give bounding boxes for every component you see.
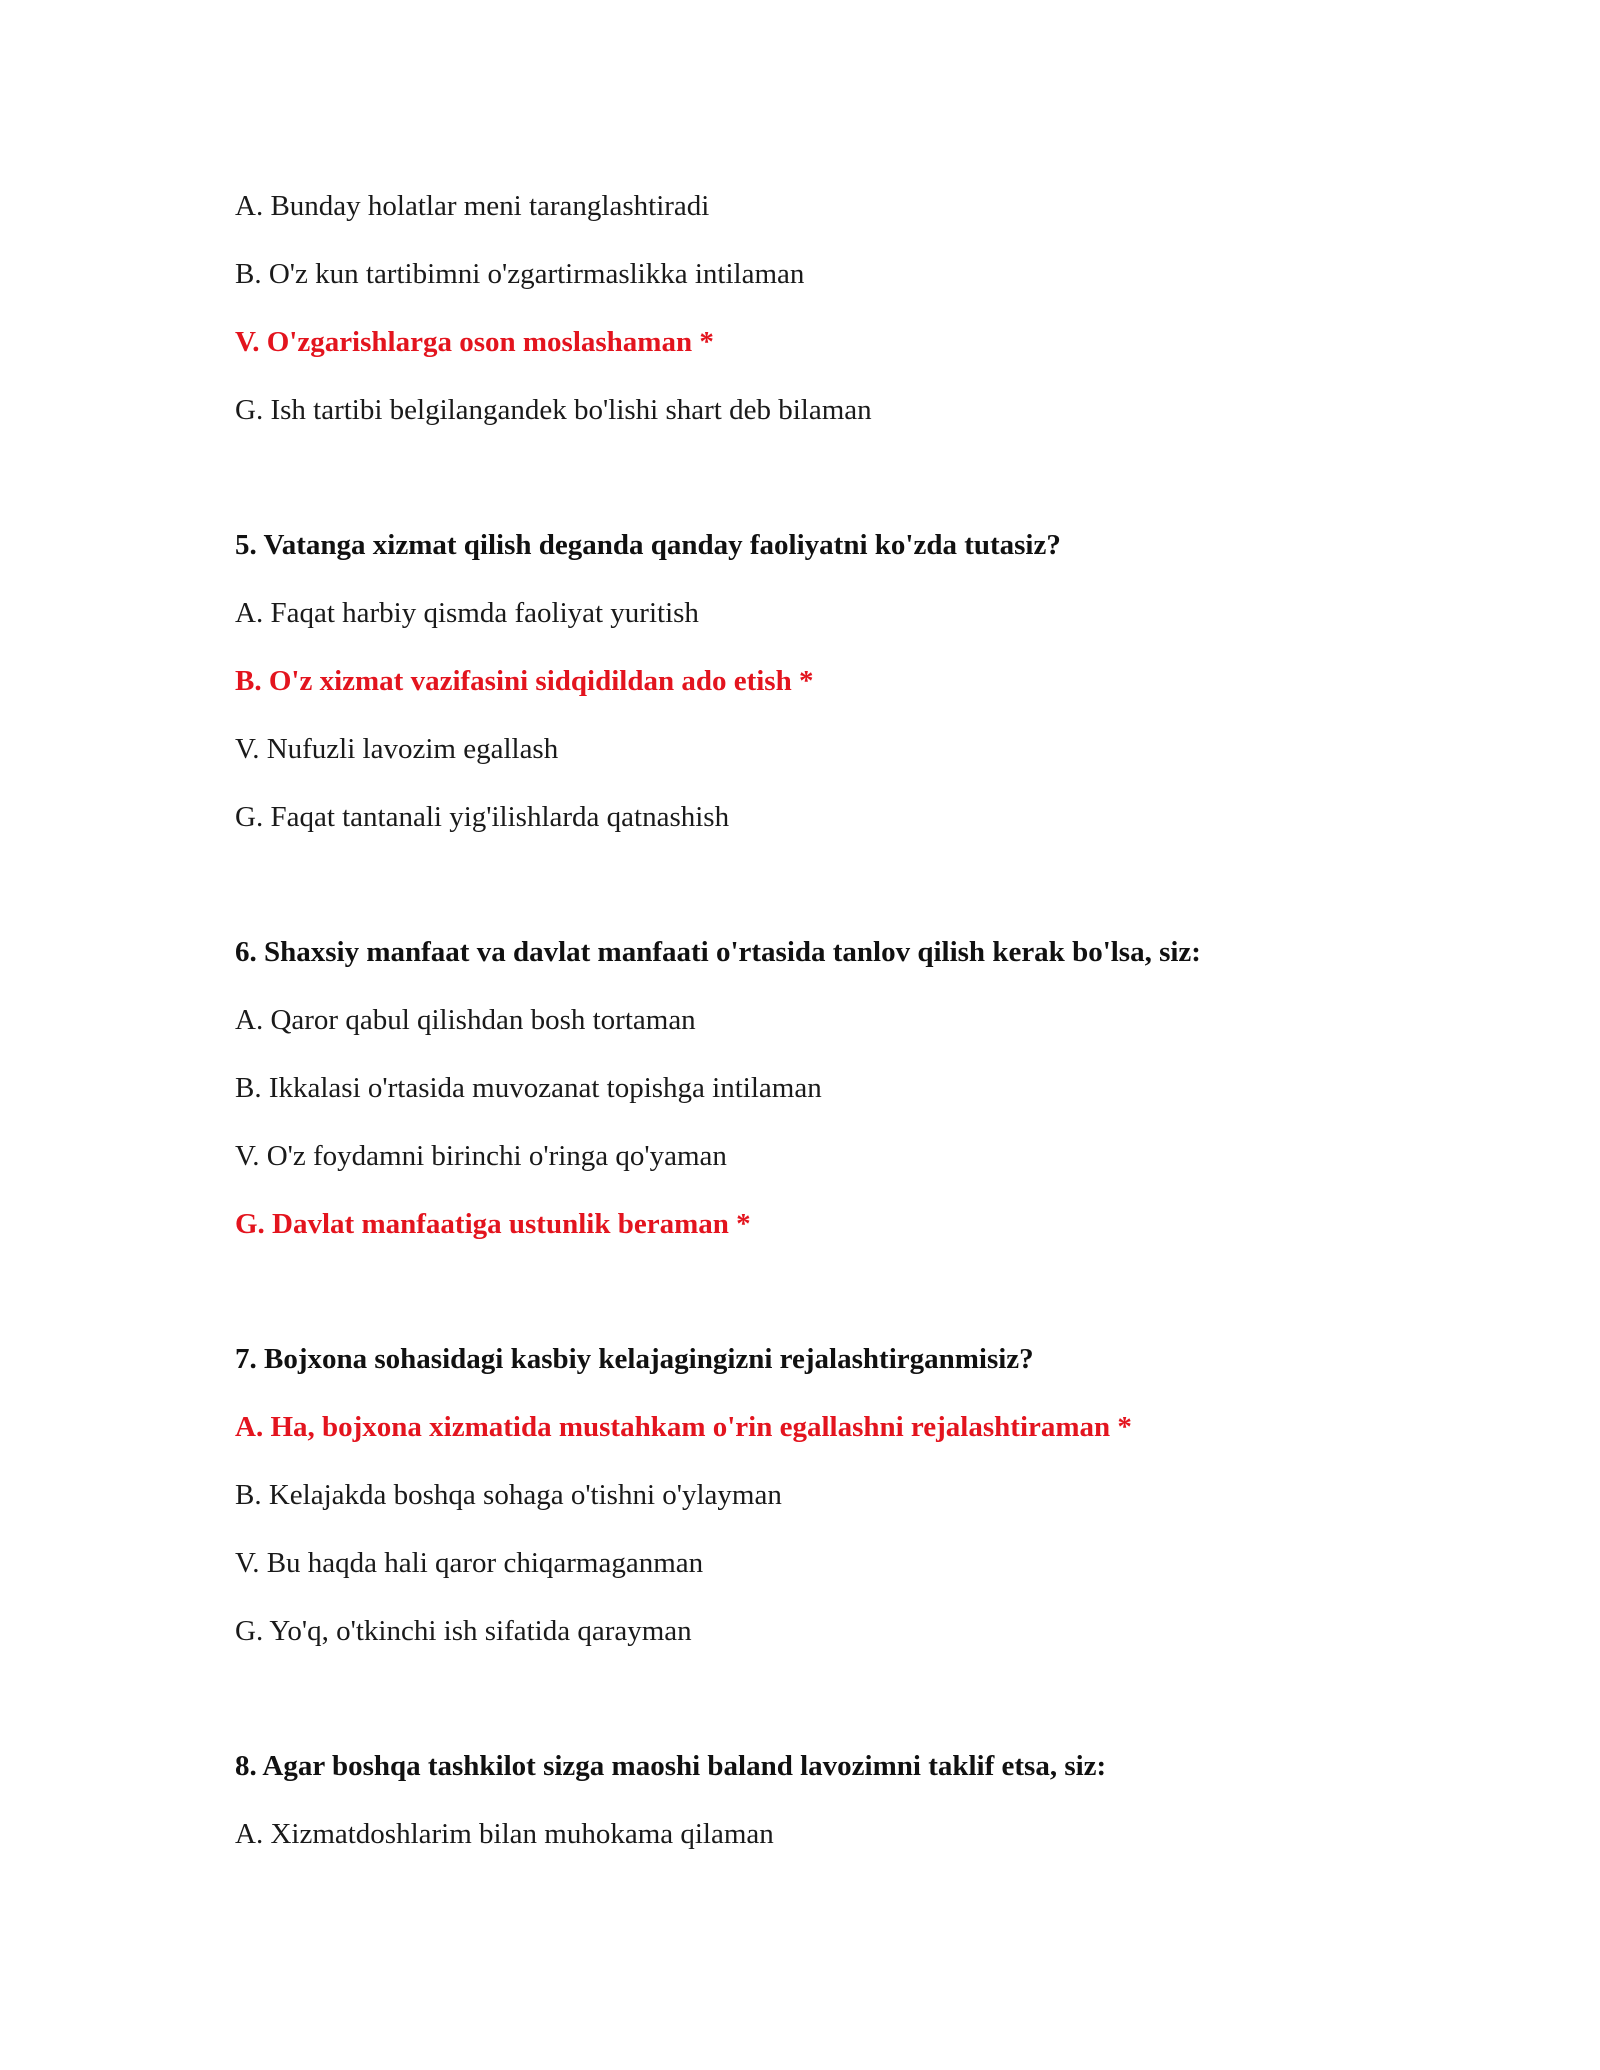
- correct-answer-option: V. O'zgarishlarga oson moslashaman *: [235, 326, 714, 358]
- answer-option: B. O'z kun tartibimni o'zgartirmaslikka intilaman: [235, 258, 805, 290]
- question-title: 7. Bojxona sohasidagi kasbiy kelajagingizni rejalashtirganmisiz?: [235, 1343, 1034, 1375]
- answer-option: A. Faqat harbiy qismda faoliyat yuritish: [235, 597, 699, 629]
- question-title: 8. Agar boshqa tashkilot sizga maoshi baland lavozimni taklif etsa, siz:: [235, 1750, 1107, 1782]
- answer-option: B. Ikkalasi o'rtasida muvozanat topishga intilaman: [235, 1072, 822, 1104]
- answer-option: V. O'z foydamni birinchi o'ringa qo'yaman: [235, 1140, 727, 1172]
- correct-answer-option: G. Davlat manfaatiga ustunlik beraman *: [235, 1208, 751, 1240]
- answer-option: B. Kelajakda boshqa sohaga o'tishni o'ylayman: [235, 1479, 782, 1511]
- answer-option: A. Bunday holatlar meni taranglashtiradi: [235, 190, 710, 222]
- question-title: 5. Vatanga xizmat qilish deganda qanday faoliyatni ko'zda tutasiz?: [235, 529, 1061, 561]
- answer-option: G. Ish tartibi belgilangandek bo'lishi shart deb bilaman: [235, 394, 872, 426]
- correct-answer-option: A. Ha, bojxona xizmatida mustahkam o'rin egallashni rejalashtiraman *: [235, 1411, 1132, 1443]
- correct-answer-option: B. O'z xizmat vazifasini sidqidildan ado etish *: [235, 665, 814, 697]
- answer-option: V. Bu haqda hali qaror chiqarmaganman: [235, 1547, 704, 1579]
- answer-option: A. Qaror qabul qilishdan bosh tortaman: [235, 1004, 696, 1036]
- question-title: 6. Shaxsiy manfaat va davlat manfaati o'rtasida tanlov qilish kerak bo'lsa, siz:: [235, 936, 1201, 968]
- answer-option: G. Faqat tantanali yig'ilishlarda qatnashish: [235, 801, 730, 833]
- answer-option: A. Xizmatdoshlarim bilan muhokama qilaman: [235, 1818, 774, 1850]
- answer-option: G. Yo'q, o'tkinchi ish sifatida qarayman: [235, 1615, 692, 1647]
- answer-option: V. Nufuzli lavozim egallash: [235, 733, 559, 765]
